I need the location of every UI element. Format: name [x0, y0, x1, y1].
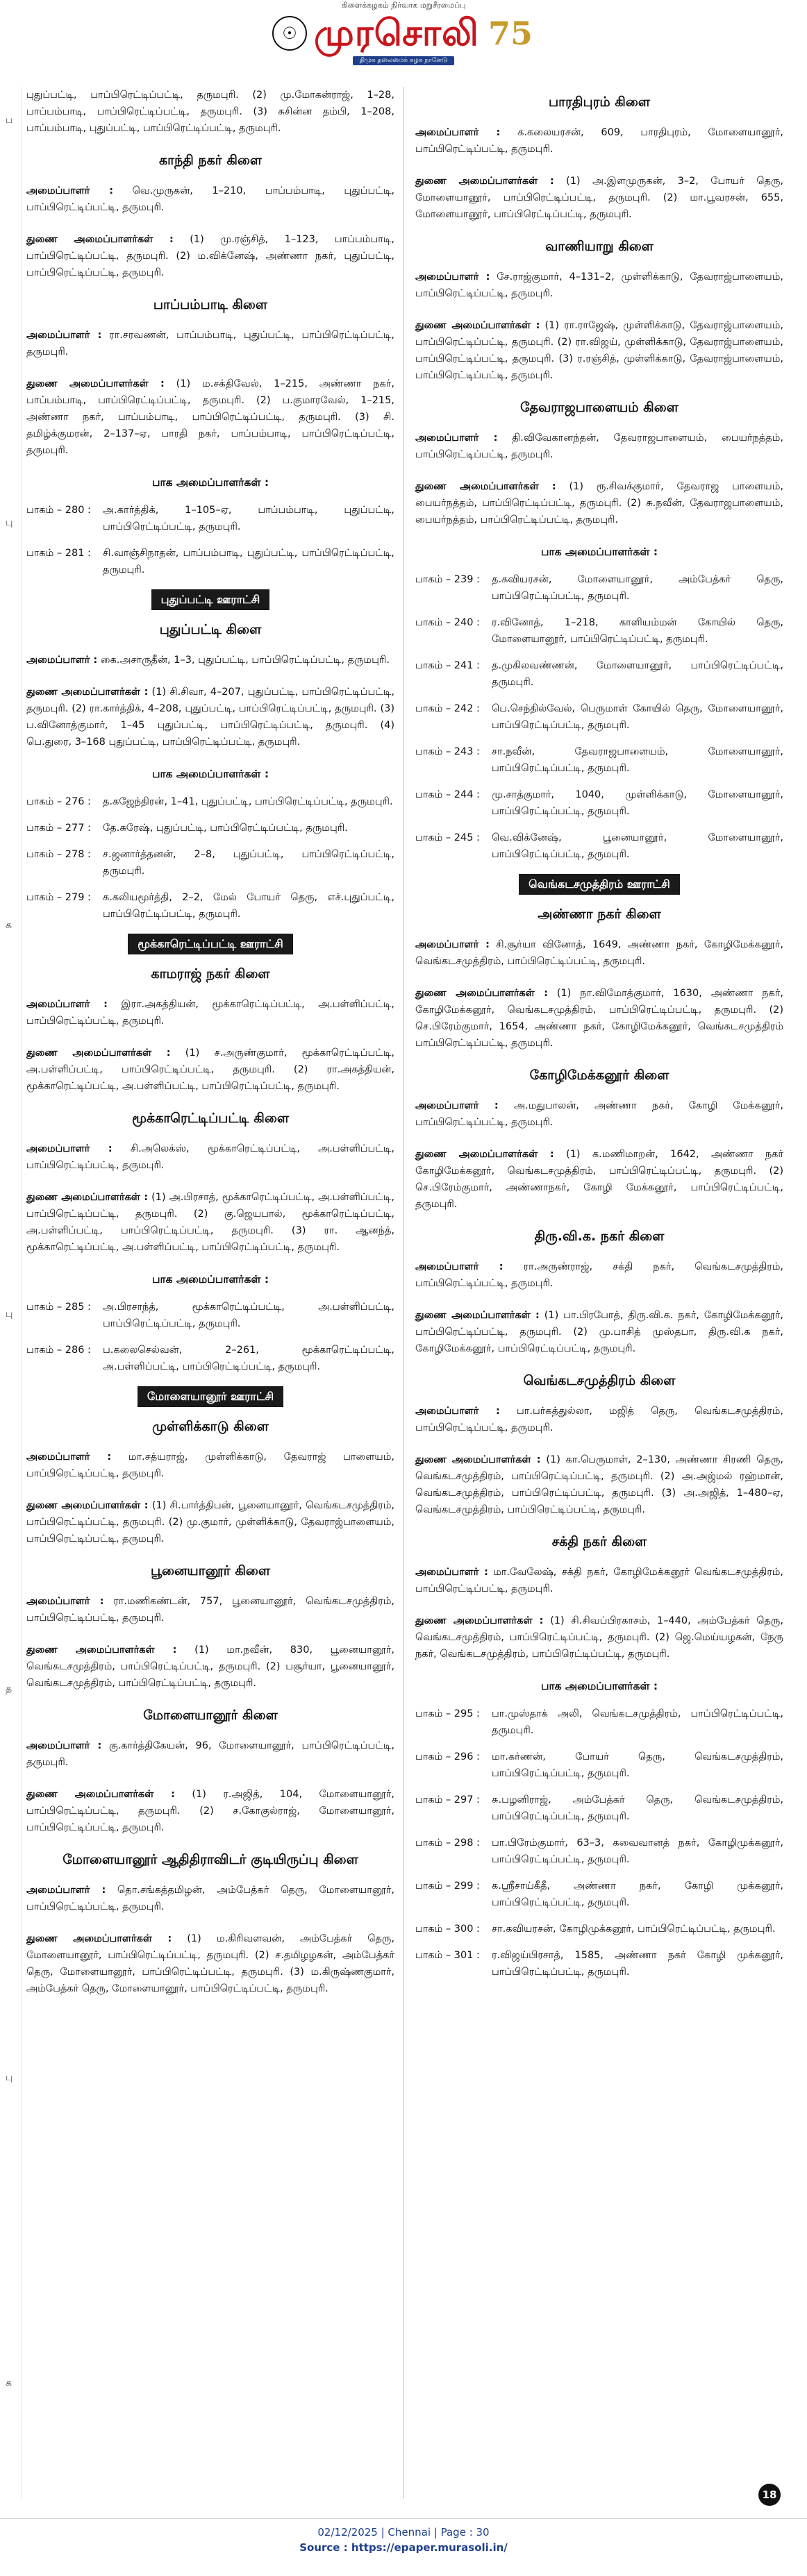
- role-label: துணை அமைப்பாளர்கள் :: [26, 1047, 171, 1059]
- organiser-details: (1) சி.சிவா, 4–207, புதுப்பட்டி, பாப்பிரெட்டிப்பட்டி, தருமபுரி. (2) ரா.கார்த்திக், 4–208, புதுப்பட்டி, பாப்பிரெட்டிப்பட்டி, தருமபுரி. (3) ப.வினோத்குமார், 1–45 புதுப்பட்டி, பாப்பிரெட்டிப்பட்டி, தருமபுரி. (4) பெ.துரை, 3–168 புதுப்பட்டி, பாப்பிரெட்டிப்பட்டி, தருமபுரி.: [26, 687, 394, 748]
- part-number: பாகம் – 239 :: [415, 574, 480, 585]
- part-number: பாகம் – 280 :: [26, 505, 91, 516]
- strip-fragment: ப: [6, 115, 13, 126]
- role-label: துணை அமைப்பாளர்கள் :: [26, 234, 174, 245]
- part-organiser-row: [415, 743, 783, 777]
- part-organiser-details: மா.கர்ணன், போயர் தெரு, வெங்கடசமுத்திரம், பாப்பிரெட்டிப்பட்டி, தருமபுரி.: [492, 1751, 783, 1779]
- part-organiser-details: பெ.செந்தில்வேல், பெருமாள் கோயில் தெரு, மோளையானூர், பாப்பிரெட்டிப்பட்டி, தருமபுரி.: [492, 703, 783, 731]
- organiser-paragraph: [415, 430, 783, 463]
- role-label: அமைப்பாளர் :: [415, 1567, 488, 1578]
- part-organiser-row: [26, 793, 394, 810]
- role-label: அமைப்பாளர் :: [26, 999, 108, 1010]
- panchayat-section-banner: புதுப்பட்டி ஊராட்சி: [151, 589, 270, 610]
- role-label: துணை அமைப்பாளர்கள் :: [415, 176, 554, 187]
- organiser-details: (1) சி.சிவப்பிரகாசம், 1–440, அம்பேத்கர் தெரு, வெங்கடசமுத்திரம், பாப்பிரெட்டிப்பட்டி, தருமபுரி. (2) ஜெ.மெய்யழகன், நேரு நகர், வெங்கடசமுத்திரம், பாப்பிரெட்டிப்பட்டி, தருமபுரி.: [415, 1615, 783, 1660]
- organiser-details: தி.விவேகானந்தன், தேவராஜபாளையம், பையர்நத்தம், பாப்பிரெட்டிப்பட்டி, தருமபுரி.: [415, 432, 783, 460]
- part-organiser-row: [415, 1835, 783, 1868]
- organiser-details: (1) பா.பிரபோத், திரு.வி.க. நகர், கோழிமேக்கனூர், பாப்பிரெட்டிப்பட்டி, தருமபுரி. (2) மு.பாசித் முஸ்தபா, திரு.வி.க நகர், கோழிமேக்கனூர், பாப்பிரெட்டிப்பட்டி, தருமபுரி.: [415, 1310, 783, 1354]
- organiser-details: இரா.அகத்தியன், மூக்காரெட்டிப்பட்டி, அ.பள்ளிப்பட்டி, பாப்பிரெட்டிப்பட்டி, தருமபுரி.: [26, 999, 394, 1027]
- organiser-details: (1) ரா.ராஜேஷ், முள்ளிக்காடு, தேவராஜ்பாளையம், பாப்பிரெட்டிப்பட்டி, தருமபுரி. (2) ரா.விஜய், முள்ளிக்காடு, தேவராஜ்பாளையம், பாப்பிரெட்டிப்பட்டி, தருமபுரி. (3) ர.ரஞ்சித், முள்ளிக்காடு, தேவராஜ்பாளையம், பாப்பிரெட்டிப்பட்டி, தருமபுரி.: [415, 320, 783, 381]
- part-organiser-details: வெ.விக்னேஷ், பூனையானூர், மோளையானூர், பாப்பிரெட்டிப்பட்டி, தருமபுரி.: [492, 832, 783, 860]
- branch-heading: வெங்கடசமுத்திரம் கிளை: [523, 1373, 676, 1388]
- part-organiser-row: [26, 1299, 394, 1332]
- panchayat-section-banner: மோளையானூர் ஊராட்சி: [138, 1386, 283, 1407]
- organiser-details: (1) ம.கிரிவளவன், அம்பேத்கர் தெரு, மோளையானூர், பாப்பிரெட்டிப்பட்டி, தருமபுரி. (2) ச.தமிழழகன், அம்பேத்கர் தெரு, மோளையானூர், பாப்பிரெட்டிப்பட்டி, தருமபுரி. (3) ம.கிருஷ்ணகுமார், அம்பேத்கர் தெரு, மோளையானூர், பாப்பிரெட்டிப்பட்டி, தருமபுரி.: [26, 1933, 394, 1994]
- organiser-paragraph: [26, 1593, 394, 1626]
- branch-heading: திரு.வி.க. நகர் கிளை: [534, 1229, 665, 1244]
- part-organiser-row: [415, 700, 783, 734]
- panchayat-section-banner: மூக்காரெட்டிப்பட்டி ஊராட்சி: [128, 934, 293, 954]
- part-organiser-row: [26, 545, 394, 578]
- part-organiser-details: க.கலியமூர்த்தி, 2–2, மேல் போயர் தெரு, எச்.புதுப்பட்டி, பாப்பிரெட்டிப்பட்டி, தருமபுரி.: [103, 892, 394, 920]
- organiser-paragraph: [26, 1497, 394, 1547]
- branch-heading: வாணியாறு கிளை: [545, 239, 654, 254]
- organiser-paragraph: [26, 327, 394, 360]
- organiser-details: (1) சி.பார்த்திபன், பூனையானூர், வெங்கடசமுத்திரம், பாப்பிரெட்டிப்பட்டி, தருமபுரி. (2) மு.குமார், முள்ளிக்காடு, தேவராஜ்பாளையம், பாப்பிரெட்டிப்பட்டி, தருமபுரி.: [26, 1500, 394, 1544]
- left-column: [26, 87, 394, 2499]
- organiser-details: (1) கா.பெருமாள், 2–130, அண்ணா சிரணி தெரு, வெங்கடசமுத்திரம், பாப்பிரெட்டிப்பட்டி, தருமபுரி. (2) அ.அஜ்மல் ரஹ்மான், வெங்கடசமுத்திரம், பாப்பிரெட்டிப்பட்டி, தருமபுரி. (3) அ.அஜித், 1–480–ஏ, வெங்கடசமுத்திரம், பாப்பிரெட்டிப்பட்டி, தருமபுரி.: [415, 1454, 783, 1515]
- strip-fragment: க: [6, 920, 12, 931]
- strip-fragment: க: [6, 2377, 12, 2389]
- organiser-details: (1) க.மணிமாறன், 1642, அண்ணா நகர் கோழிமேக்கனூர், வெங்கடசமுத்திரம், பாப்பிரெட்டிப்பட்டி, தருமபுரி. (2) செ.பிரேம்குமார், அண்ணாநகர், கோழி மேக்கனூர், பாப்பிரெட்டிப்பட்டி, தருமபுரி.: [415, 1149, 783, 1210]
- role-label: துணை அமைப்பாளர்கள் :: [415, 320, 540, 331]
- anniversary-badge: 75: [488, 15, 533, 52]
- organiser-details: தொ.சங்கத்தமிழன், அம்பேத்கர் தெரு, மோளையானூர், பாப்பிரெட்டிப்பட்டி, தருமபுரி.: [26, 1885, 394, 1912]
- organiser-paragraph: [415, 1258, 783, 1292]
- part-organisers-subheading: பாக அமைப்பாளர்கள் :: [540, 546, 658, 558]
- part-organiser-details: ர.வினோத், 1–218, காளியம்மன் கோயில் தெரு, மோளையானூர், பாப்பிரெட்டிப்பட்டி, தருமபுரி.: [492, 617, 783, 645]
- branch-heading: காந்தி நகர் கிளை: [158, 153, 263, 168]
- branch-heading: பாரதிபுரம் கிளை: [549, 94, 650, 110]
- organiser-details: (1) மா.நவீன், 830, பூனையானூர், வெங்கடசமுத்திரம், பாப்பிரெட்டிப்பட்டி, தருமபுரி. (2) பசூர்யா, பூனையானூர், வெங்கடசமுத்திரம், பாப்பிரெட்டிப்பட்டி, தருமபுரி.: [26, 1644, 394, 1689]
- part-organiser-row: [26, 889, 394, 923]
- organiser-paragraph: [415, 269, 783, 302]
- part-organiser-row: [26, 846, 394, 879]
- organiser-paragraph: [26, 1882, 394, 1915]
- role-label: அமைப்பாளர் :: [26, 330, 102, 341]
- part-organiser-details: அ.பிரசாந்த், மூக்காரெட்டிப்பட்டி, அ.பள்ளிப்பட்டி, பாப்பிரெட்டிப்பட்டி, தருமபுரி.: [103, 1302, 394, 1329]
- part-organiser-row: [415, 1921, 783, 1937]
- branch-heading: மோளையானூர் கிளை: [143, 1708, 278, 1723]
- organiser-details: அ.மதுபாலன், அண்ணா நகர், கோழி மேக்கனூர், பாப்பிரெட்டிப்பட்டி, தருமபுரி.: [415, 1100, 783, 1128]
- part-organiser-details: மு.சாத்குமார், 1040, முள்ளிக்காடு, மோளையானூர், பாப்பிரெட்டிப்பட்டி, தருமபுரி.: [492, 789, 783, 817]
- part-number: பாகம் – 277 :: [26, 823, 91, 834]
- organiser-paragraph: [26, 1786, 394, 1836]
- organiser-details: (1) ச.அருண்குமார், மூக்காரெட்டிப்பட்டி, அ.பள்ளிப்பட்டி, பாப்பிரெட்டிப்பட்டி, தருமபுரி. (2) ரா.அகத்தியன், மூக்காரெட்டிப்பட்டி, அ.பள்ளிப்பட்டி, பாப்பிரெட்டிப்பட்டி, தருமபுரி.: [26, 1047, 394, 1092]
- branch-heading: பாப்பம்பாடி கிளை: [153, 297, 268, 312]
- previous-column-strip: [0, 87, 22, 2499]
- organiser-details: ரா.சரவணன், பாப்பம்பாடி, புதுப்பட்டி, பாப்பிரெட்டிப்பட்டி, தருமபுரி.: [26, 330, 394, 357]
- role-label: அமைப்பாளர் :: [415, 271, 490, 283]
- part-organiser-details: ப.கலைசெல்வன், 2–261, மூக்காரெட்டிப்பட்டி, அ.பள்ளிப்பட்டி, பாப்பிரெட்டிப்பட்டி, தருமபுரி.: [103, 1345, 394, 1372]
- page-footer: [0, 2518, 807, 2568]
- masthead-logo-row: [272, 12, 535, 54]
- part-organiser-details: ர.விஜய்பிரசாத், 1585, அண்ணா நகர் கோழி முக்கனூர், பாப்பிரெட்டிப்பட்டி, தருமபுரி.: [492, 1950, 783, 1978]
- branch-heading: தேவராஜபாளையம் கிளை: [520, 400, 679, 415]
- part-number: பாகம் – 242 :: [415, 703, 480, 714]
- role-label: துணை அமைப்பாளர்கள் :: [415, 1149, 554, 1160]
- organiser-paragraph: [415, 124, 783, 158]
- footer-source-link[interactable]: Source : https://epaper.murasoli.in/: [299, 2541, 508, 2554]
- page-number-badge: 18: [758, 2484, 781, 2506]
- part-organiser-row: [415, 830, 783, 863]
- part-number: பாகம் – 244 :: [415, 789, 480, 800]
- branch-heading: அண்ணா நகர் கிளை: [538, 907, 661, 922]
- strip-fragment: பு: [6, 517, 13, 528]
- role-label: துணை அமைப்பாளர்கள் :: [415, 988, 548, 999]
- role-label: துணை அமைப்பாளர்கள் :: [415, 481, 556, 492]
- part-organiser-details: த.கவியரசன், மோளையானூர், அம்பேத்கர் தெரு, பாப்பிரெட்டிப்பட்டி, தருமபுரி.: [492, 574, 783, 602]
- part-number: பாகம் – 243 :: [415, 746, 480, 757]
- organiser-paragraph: [26, 1642, 394, 1692]
- organiser-details: ரா.மணிகண்டன், 757, பூனையானூர், வெங்கடசமுத்திரம், பாப்பிரெட்டிப்பட்டி, தருமபுரி.: [26, 1596, 394, 1624]
- masthead-subline: திமுக தலைமைக் கழக நாளேடு: [353, 56, 455, 65]
- organiser-paragraph: [415, 985, 783, 1052]
- right-column: [415, 87, 783, 2499]
- organiser-details: (1) மு.ரஞ்சித், 1–123, பாப்பம்பாடி, பாப்பிரெட்டிப்பட்டி, தருமபுரி. (2) ம.விக்னேஷ், அண்ணா நகர், புதுப்பட்டி, பாப்பிரெட்டிப்பட்டி, தருமபுரி.: [26, 234, 394, 278]
- part-number: பாகம் – 300 :: [415, 1923, 480, 1935]
- organiser-paragraph: [26, 1930, 394, 1997]
- part-organiser-row: [415, 1878, 783, 1911]
- strip-fragment: த: [6, 1683, 13, 1694]
- organiser-paragraph: [415, 173, 783, 223]
- column-divider: [403, 87, 404, 2499]
- branch-heading: சக்தி நகர் கிளை: [551, 1534, 647, 1549]
- part-organiser-details: த.கஜேந்திரன், 1–41, புதுப்பட்டி, பாப்பிரெட்டிப்பட்டி, தருமபுரி.: [103, 796, 393, 807]
- part-number: பாகம் – 297 :: [415, 1794, 480, 1805]
- branch-heading: புதுப்பட்டி கிளை: [159, 622, 262, 637]
- organiser-paragraph: [26, 1045, 394, 1095]
- organiser-paragraph: [26, 1737, 394, 1771]
- part-organiser-details: தே.சுரேஷ், புதுப்பட்டி, பாப்பிரெட்டிப்பட்டி, தருமபுரி.: [103, 823, 348, 834]
- part-organiser-details: பா.முஸ்தாக் அலி, வெங்கடசமுத்திரம், பாப்பிரெட்டிப்பட்டி, தருமபுரி.: [492, 1708, 783, 1736]
- part-organiser-row: [415, 657, 783, 691]
- part-number: பாகம் – 298 :: [415, 1837, 480, 1849]
- organiser-details: சே.ராஜ்குமார், 4–131–2, முள்ளிக்காடு, தேவராஜ்பாளையம், பாப்பிரெட்டிப்பட்டி, தருமபுரி.: [415, 271, 783, 299]
- organiser-paragraph: [415, 1564, 783, 1597]
- part-number: பாகம் – 286 :: [26, 1345, 91, 1356]
- part-number: பாகம் – 278 :: [26, 849, 91, 860]
- organiser-paragraph: [26, 1189, 394, 1256]
- part-organiser-details: க.ஸ்ரீசாய்கீதீ, அண்ணா நகர், கோழி முக்கனூர், பாப்பிரெட்டிப்பட்டி, தருமபுரி.: [492, 1880, 783, 1908]
- role-label: அமைப்பாளர் :: [415, 127, 501, 138]
- role-label: துணை அமைப்பாளர்கள் :: [26, 1192, 149, 1203]
- role-label: துணை அமைப்பாளர்கள் :: [26, 378, 165, 389]
- panchayat-section-banner: வெங்கடசமுத்திரம் ஊராட்சி: [519, 874, 680, 895]
- role-label: அமைப்பாளர் :: [415, 1261, 504, 1272]
- organiser-paragraph: [26, 652, 394, 668]
- organiser-details: மா.சத்யராஜ், முள்ளிக்காடு, தேவராஜ் பாளையம், பாப்பிரெட்டிப்பட்டி, தருமபுரி.: [26, 1451, 394, 1479]
- role-label: துணை அமைப்பாளர்கள் :: [26, 1933, 172, 1944]
- organiser-details: சி.அலெக்ஸ், மூக்காரெட்டிப்பட்டி, அ.பள்ளிப்பட்டி, பாப்பிரெட்டிப்பட்டி, தருமபுரி.: [26, 1143, 394, 1171]
- part-organiser-details: த.முகிலவண்ணன், மோளையானூர், பாப்பிரெட்டிப்பட்டி, தருமபுரி.: [492, 660, 783, 688]
- part-organiser-details: அ.கார்த்திக், 1–105–ஏ, பாப்பம்பாடி, புதுப்பட்டி, பாப்பிரெட்டிப்பட்டி, தருமபுரி.: [103, 505, 394, 532]
- masthead-tagline: கிளைக்கழகம் நிர்வாக மறுசீரமைப்பு: [341, 1, 466, 10]
- role-label: அமைப்பாளர் :: [26, 185, 114, 196]
- organiser-paragraph: [26, 996, 394, 1029]
- role-label: துணை அமைப்பாளர்கள் :: [415, 1615, 544, 1626]
- role-label: அமைப்பாளர் :: [415, 939, 490, 950]
- part-organisers-subheading: பாக அமைப்பாளர்கள் :: [151, 476, 269, 489]
- role-label: அமைப்பாளர் :: [26, 1451, 112, 1463]
- part-number: பாகம் – 279 :: [26, 892, 91, 903]
- organiser-details: (1) நா.விமோத்குமார், 1630, அண்ணா நகர், கோழிமேக்கனூர், வெங்கடசமுத்திரம், பாப்பிரெட்டிப்பட்டி, தருமபுரி. (2) செ.பிரேம்குமார், 1654, அண்ணா நகர், கோழிமேக்கனூர், வெங்கடசமுத்திரம் பாப்பிரெட்டிப்பட்டி, தருமபுரி.: [415, 988, 783, 1049]
- part-organiser-row: [26, 1342, 394, 1375]
- role-label: அமைப்பாளர் :: [26, 1143, 113, 1154]
- organiser-details: (1) ரூ.சிவக்குமார், தேவராஜ பாளையம், பையர்நத்தம், பாப்பிரெட்டிப்பட்டி, தருமபுரி. (2) சு.நவீன், தேவராஜபாளையம், பையர்நத்தம், பாப்பிரெட்டிப்பட்டி, தருமபுரி.: [415, 481, 783, 525]
- organiser-paragraph: [26, 87, 394, 137]
- party-emblem-icon: ☉: [272, 16, 307, 51]
- organiser-paragraph: [26, 1449, 394, 1482]
- organiser-details: மா.வேலேஷ், சக்தி நகர், கோழிமேக்கனூர் வெங்கடசமுத்திரம், பாப்பிரெட்டிப்பட்டி, தருமபுரி.: [415, 1567, 783, 1594]
- organiser-details: வெ.முருகன், 1–210, பாப்பம்பாடி, புதுப்பட்டி, பாப்பிரெட்டிப்பட்டி, தருமபுரி.: [26, 185, 394, 213]
- part-organiser-row: [415, 614, 783, 648]
- role-label: துணை அமைப்பாளர்கள் :: [415, 1454, 541, 1465]
- organiser-details: (1) அ.பிரசாத், மூக்காரெட்டிப்பட்டி, அ.பள்ளிப்பட்டி, பாப்பிரெட்டிப்பட்டி, தருமபுரி. (2) கு.ஜெயபால், மூக்காரெட்டிப்பட்டி, அ.பள்ளிப்பட்டி, பாப்பிரெட்டிப்பட்டி, தருமபுரி. (3) ரா. ஆனந்த், மூக்காரெட்டிப்பட்டி, அ.பள்ளிப்பட்டி, பாப்பிரெட்டிப்பட்டி, தருமபுரி.: [26, 1192, 394, 1253]
- organiser-paragraph: [415, 936, 783, 970]
- role-label: அமைப்பாளர் :: [415, 1100, 499, 1111]
- organiser-paragraph: [26, 183, 394, 216]
- part-number: பாகம் – 301 :: [415, 1950, 480, 1961]
- organiser-paragraph: [415, 1613, 783, 1662]
- organiser-details: (1) ர.அஜித், 104, மோளையானூர், பாப்பிரெட்டிப்பட்டி, தருமபுரி. (2) ச.கோகுல்ராஜ், மோளையானூர், பாப்பிரெட்டிப்பட்டி, தருமபுரி.: [26, 1789, 394, 1833]
- role-label: துணை அமைப்பாளர்கள் :: [415, 1310, 540, 1321]
- role-label: அமைப்பாளர் :: [26, 1596, 104, 1607]
- role-label: அமைப்பாளர் :: [26, 655, 98, 666]
- part-organiser-details: சா.நவீன், தேவராஜபாளையம், மோளையானூர், பாப்பிரெட்டிப்பட்டி, தருமபுரி.: [492, 746, 783, 774]
- organiser-paragraph: [26, 1140, 394, 1174]
- part-number: பாகம் – 285 :: [26, 1302, 91, 1313]
- branch-heading: கோழிமேக்கனூர் கிளை: [529, 1068, 669, 1083]
- organiser-paragraph: [26, 376, 394, 459]
- part-organiser-row: [415, 1706, 783, 1739]
- organiser-details: (1) அ.இளமுருகன், 3–2, போயர் தெரு, மோளையானூர், பாப்பிரெட்டிப்பட்டி, தருமபுரி. (2) மா.பூவரசன், 655, மோளையானூர், பாப்பிரெட்டிப்பட்டி, தருமபுரி.: [415, 176, 783, 220]
- part-organisers-subheading: பாக அமைப்பாளர்கள் :: [151, 1273, 269, 1286]
- organiser-paragraph: [26, 684, 394, 750]
- role-label: அமைப்பாளர் :: [26, 1885, 106, 1896]
- newspaper-title: முரசொலி: [314, 12, 479, 54]
- organiser-details: கு.கார்த்திகேயன், 96, மோளையானூர், பாப்பிரெட்டிப்பட்டி, தருமபுரி.: [26, 1740, 394, 1768]
- organiser-details: கை.அசாருதீன், 1–3, புதுப்பட்டி, பாப்பிரெட்டிப்பட்டி, தருமபுரி.: [97, 655, 390, 666]
- branch-heading: காமராஜ் நகர் கிளை: [151, 966, 270, 982]
- part-organiser-row: [415, 571, 783, 605]
- branch-heading: மோளையானூர் ஆதிதிராவிடர் குடியிருப்பு கிளை: [63, 1852, 358, 1867]
- part-organiser-details: சி.வாஞ்சிநாதன், பாப்பம்பாடி, புதுப்பட்டி, பாப்பிரெட்டிப்பட்டி, தருமபுரி.: [103, 548, 394, 575]
- part-organiser-row: [415, 786, 783, 820]
- organiser-paragraph: [415, 1097, 783, 1131]
- part-number: பாகம் – 245 :: [415, 832, 480, 843]
- part-number: பாகம் – 241 :: [415, 660, 480, 671]
- part-organiser-details: சா.கவியரசன், கோழிமுக்கனூர், பாப்பிரெட்டிப்பட்டி, தருமபுரி.: [492, 1923, 776, 1935]
- part-organiser-row: [26, 820, 394, 836]
- role-label: அமைப்பாளர் :: [415, 1406, 500, 1417]
- role-label: துணை அமைப்பாளர்கள் :: [26, 1500, 149, 1511]
- organiser-paragraph: [415, 1403, 783, 1436]
- part-number: பாகம் – 276 :: [26, 796, 91, 807]
- part-organiser-row: [26, 502, 394, 535]
- organiser-details: சி.சூர்யா வினோத், 1649, அண்ணா நகர், கோழிமேக்கனூர், வெங்கடசமுத்திரம், பாப்பிரெட்டிப்பட்டி, தருமபுரி.: [415, 939, 783, 967]
- footer-date-page: 02/12/2025 | Chennai | Page : 30: [317, 2526, 490, 2539]
- part-number: பாகம் – 240 :: [415, 617, 480, 628]
- strip-fragment: பு: [6, 1308, 13, 1320]
- role-label: துணை அமைப்பாளர்கள் :: [26, 1789, 175, 1800]
- organiser-details: (1) ம.சக்திவேல், 1–215, அண்ணா நகர், பாப்பம்பாடி, பாப்பிரெட்டிப்பட்டி, தருமபுரி. (2) ப.குமாரவேல், 1–215, அண்ணா நகர், பாப்பம்பாடி, பாப்பிரெட்டிப்பட்டி, தருமபுரி. (3) சி. தமிழ்க்குமரன், 2–137–ஏ, பாரதி நகர், பாப்பம்பாடி, பாப்பிரெட்டிப்பட்டி, தருமபுரி.: [26, 378, 394, 456]
- part-organiser-row: [415, 1947, 783, 1980]
- article-columns: [0, 87, 807, 2499]
- part-organiser-row: [415, 1792, 783, 1825]
- role-label: துணை அமைப்பாளர்கள் :: [26, 687, 149, 698]
- part-organisers-subheading: பாக அமைப்பாளர்கள் :: [151, 768, 269, 780]
- organiser-paragraph: [415, 317, 783, 384]
- organiser-details: க.கலையரசன், 609, பாரதிபுரம், மோளையானூர், பாப்பிரெட்டிப்பட்டி, தருமபுரி.: [415, 127, 783, 155]
- role-label: அமைப்பாளர் :: [26, 1740, 102, 1751]
- part-organiser-details: ச.ஜனார்த்தனன், 2–8, புதுப்பட்டி, பாப்பிரெட்டிப்பட்டி, தருமபுரி.: [103, 849, 394, 877]
- role-label: துணை அமைப்பாளர்கள் :: [26, 1644, 177, 1656]
- branch-heading: மூக்காரெட்டிப்பட்டி கிளை: [132, 1111, 289, 1126]
- role-label: அமைப்பாளர் :: [415, 432, 498, 444]
- organiser-details: பா.பர்கத்துல்லா, மஜித் தெரு, வெங்கடசமுத்திரம், பாப்பிரெட்டிப்பட்டி, தருமபுரி.: [415, 1406, 783, 1433]
- organiser-paragraph: [415, 1307, 783, 1357]
- organiser-details: புதுப்பட்டி, பாப்பிரெட்டிப்பட்டி, தருமபுரி. (2) மு.மோகன்ராஜ், 1–28, பாப்பம்பாடி, பாப்பிரெட்டிப்பட்டி, தருமபுரி. (3) சுசின்ன தம்பி, 1–208, பாப்பம்பாடி, புதுப்பட்டி, பாப்பிரெட்டிப்பட்டி, தருமபுரி.: [26, 90, 394, 134]
- part-number: பாகம் – 281 :: [26, 548, 91, 559]
- organiser-paragraph: [415, 1451, 783, 1518]
- organiser-details: ரா.அருண்ராஜ், சக்தி நகர், வெங்கடசமுத்திரம், பாப்பிரெட்டிப்பட்டி, தருமபுரி.: [415, 1261, 783, 1289]
- organiser-paragraph: [415, 1146, 783, 1213]
- branch-heading: முள்ளிக்காடு கிளை: [152, 1419, 269, 1434]
- organiser-paragraph: [26, 231, 394, 281]
- part-organiser-details: பா.பிரேம்குமார், 63–3, கவைவானத் நகர், கோழிமுக்கனூர், பாப்பிரெட்டிப்பட்டி, தருமபுரி.: [492, 1837, 783, 1865]
- part-number: பாகம் – 296 :: [415, 1751, 480, 1762]
- part-organisers-subheading: பாக அமைப்பாளர்கள் :: [540, 1680, 658, 1692]
- masthead: [0, 0, 807, 66]
- part-number: பாகம் – 299 :: [415, 1880, 480, 1892]
- branch-heading: பூனையானூர் கிளை: [150, 1563, 271, 1579]
- part-organiser-row: [415, 1749, 783, 1782]
- part-organiser-details: சு.பழனிராஜ், அம்பேத்கர் தெரு, வெங்கடசமுத்திரம், பாப்பிரெட்டிப்பட்டி, தருமபுரி.: [492, 1794, 783, 1822]
- organiser-paragraph: [415, 478, 783, 528]
- strip-fragment: பு: [6, 2072, 13, 2083]
- part-number: பாகம் – 295 :: [415, 1708, 480, 1719]
